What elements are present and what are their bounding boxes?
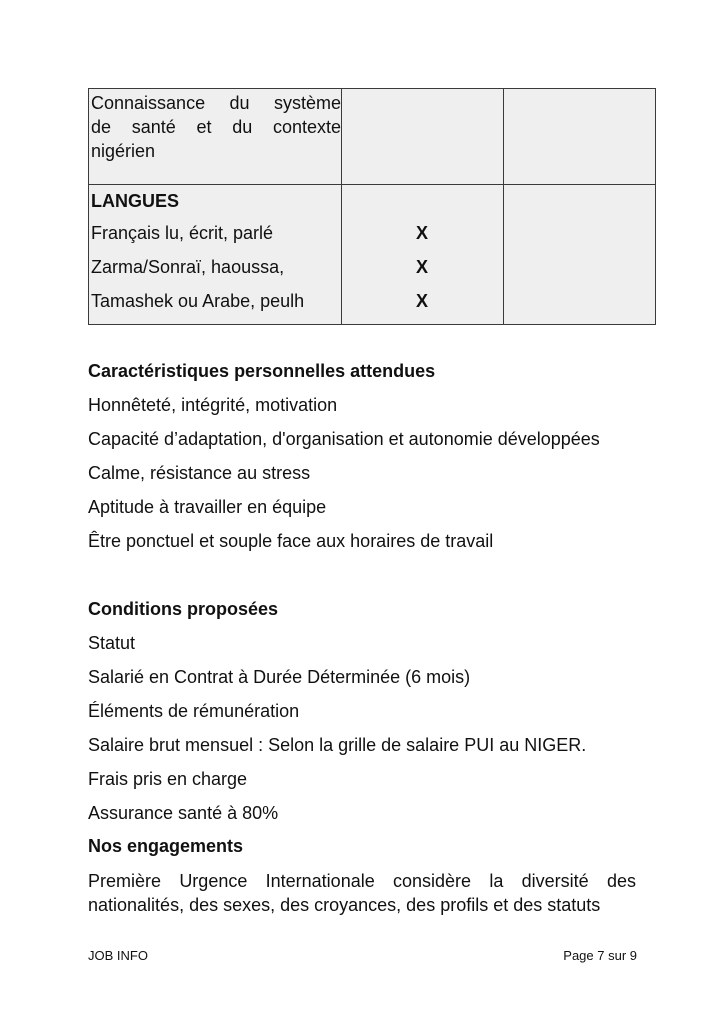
condition-item: Salaire brut mensuel : Selon la grille de salaire PUI au NIGER. xyxy=(88,735,587,755)
language-item: Zarma/Sonraï, haoussa, xyxy=(91,257,285,277)
knowledge-line: de santé et du contexte xyxy=(91,117,341,137)
requirements-table xyxy=(88,88,656,325)
knowledge-line: Connaissance du système xyxy=(91,93,341,113)
table-column-divider xyxy=(503,89,504,324)
language-item: Tamashek ou Arabe, peulh xyxy=(91,291,305,311)
languages-heading: LANGUES xyxy=(91,191,180,211)
characteristic-item: Calme, résistance au stress xyxy=(88,463,311,483)
condition-item: Assurance santé à 80% xyxy=(88,803,279,823)
knowledge-line: nigérien xyxy=(91,141,156,161)
engagements-heading: Nos engagements xyxy=(88,836,244,856)
table-column-divider xyxy=(341,89,342,324)
conditions-heading: Conditions proposées xyxy=(88,599,279,619)
characteristic-item: Honnêteté, intégrité, motivation xyxy=(88,395,338,415)
footer-doc-label: JOB INFO xyxy=(88,948,148,963)
table-row-divider xyxy=(89,184,655,185)
condition-item: Éléments de rémunération xyxy=(88,701,300,721)
language-required-mark: X xyxy=(415,291,428,311)
characteristic-item: Aptitude à travailler en équipe xyxy=(88,497,327,517)
characteristic-item: Être ponctuel et souple face aux horaires de travail xyxy=(88,531,494,551)
condition-item: Salarié en Contrat à Durée Déterminée (6 mois) xyxy=(88,667,471,687)
language-required-mark: X xyxy=(415,257,428,277)
engagements-paragraph-line: nationalités, des sexes, des croyances, des profils et des statuts xyxy=(88,895,601,915)
language-item: Français lu, écrit, parlé xyxy=(91,223,274,243)
characteristics-heading: Caractéristiques personnelles attendues xyxy=(88,361,436,381)
characteristic-item: Capacité d’adaptation, d'organisation et autonomie développées xyxy=(88,429,600,449)
language-required-mark: X xyxy=(415,223,428,243)
engagements-paragraph-line: Première Urgence Internationale considère la diversité des xyxy=(88,871,636,891)
footer-page-number: Page 7 sur 9 xyxy=(563,948,637,963)
condition-item: Frais pris en charge xyxy=(88,769,248,789)
condition-item: Statut xyxy=(88,633,136,653)
table-row-knowledge xyxy=(91,91,341,163)
